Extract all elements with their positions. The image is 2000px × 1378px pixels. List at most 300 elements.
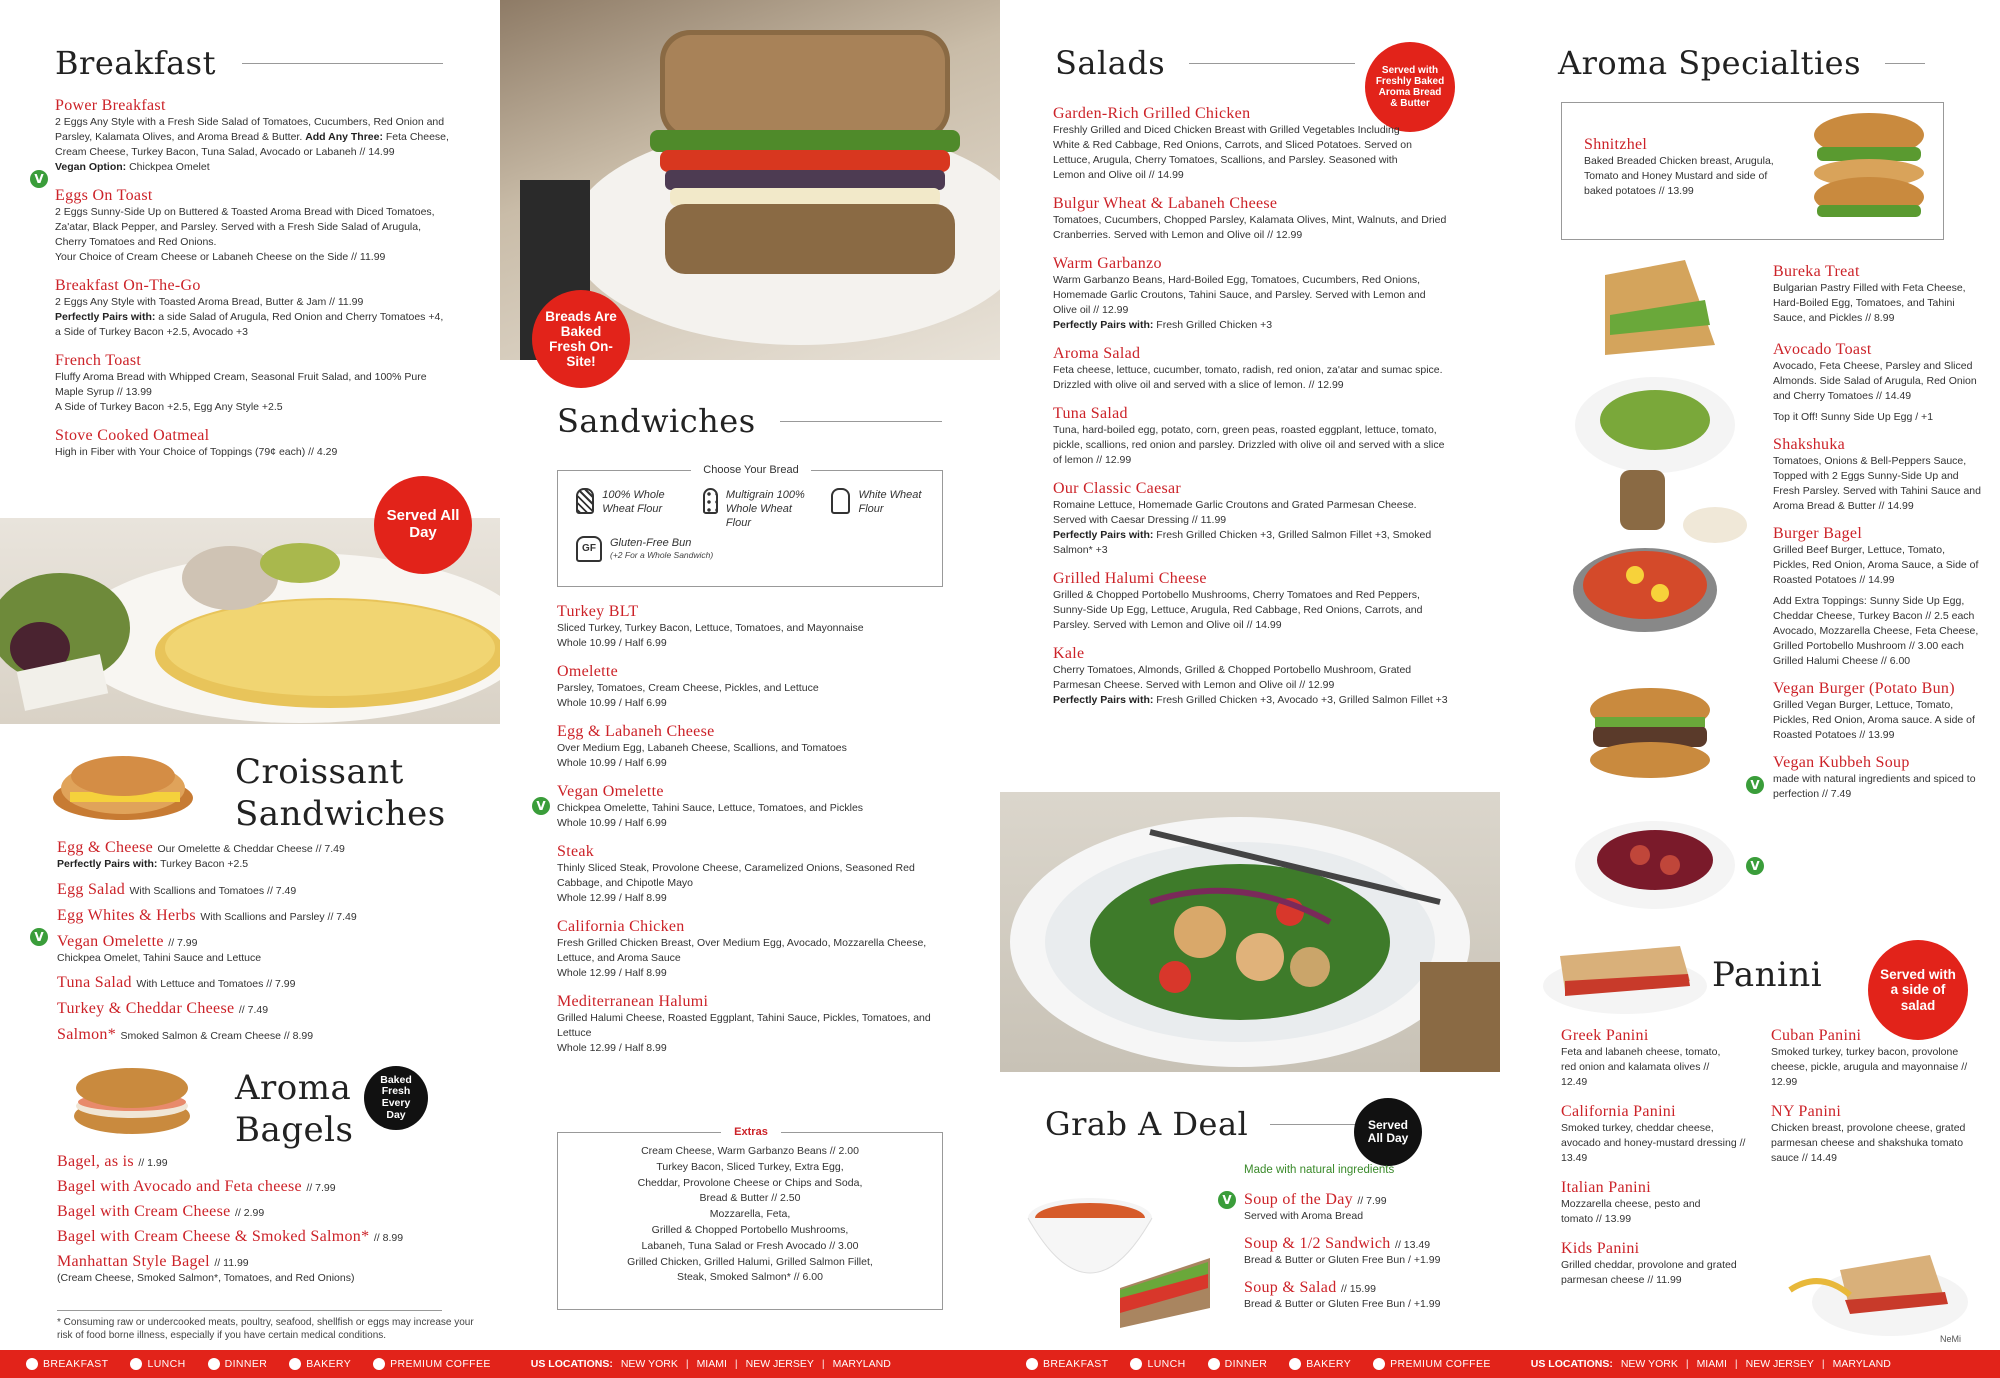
menu-item-burger-bagel [1773, 524, 1983, 669]
salads-title: Salads [1055, 44, 1166, 82]
item-desc: Feta and labaneh cheese, tomato, red onion and kalamata olives // 12.49 [1561, 1046, 1721, 1088]
extras-line: Grilled Chicken, Grilled Halumi, Grilled Salmon Fillet, [627, 1255, 873, 1268]
panini-plate-image [1780, 1240, 1970, 1340]
menu-item-salmon [57, 1025, 457, 1044]
footer-nav-label: PREMIUM COFFEE [1390, 1358, 1491, 1370]
footer-bar [0, 1350, 2000, 1378]
item-desc: Tomatoes, Onions & Bell-Peppers Sauce, Topped with 2 Eggs Sunny-Side Up and Fresh Parsley. Served with Tahini Sauce and Aroma Bread & Butter // 14.99 [1773, 455, 1981, 512]
breakfast-column [55, 0, 455, 471]
item-price: // 7.49 [238, 1004, 269, 1016]
bagel-photo [62, 1058, 202, 1138]
lunch-icon [1130, 1358, 1142, 1370]
item-price: Whole 10.99 / Half 6.99 [557, 697, 667, 709]
bagels-list [57, 1152, 477, 1297]
item-desc: With Lettuce and Tomatoes // 7.99 [136, 978, 296, 990]
item-desc: Tomatoes, Cucumbers, Chopped Parsley, Kalamata Olives, Mint, Walnuts, and Dried Cranberries. Served with Lemon and Olive oil // 12.99 [1053, 214, 1447, 241]
item-name: Bagel with Cream Cheese & Smoked Salmon* [57, 1228, 370, 1245]
item-desc: 2 Eggs Sunny-Side Up on Buttered & Toasted Aroma Bread with Diced Tomatoes, Za'atar, Black Pepper, and Parsley. Served with a Fresh Side Salad of Arugula, Cherry Tomatoes and Red Onions. [55, 206, 435, 248]
extras-line: Labaneh, Tuna Salad or Fresh Avocado // 3.00 [641, 1239, 859, 1252]
baked-fresh-badge: Baked Fresh Every Day [364, 1066, 428, 1130]
served-all-day-badge: Served All Day [374, 476, 472, 574]
menu-item-breakfast-on-the-go [55, 276, 455, 340]
menu-item-tuna-salad [57, 973, 457, 992]
pairs-label: Perfectly Pairs with: [1053, 694, 1154, 706]
bread-option-note: (+2 For a Whole Sandwich) [610, 550, 714, 560]
item-name: NY Panini [1771, 1103, 1842, 1120]
footer-nav-label: LUNCH [147, 1358, 186, 1370]
item-desc: Grilled cheddar, provolone and grated parmesan cheese // 11.99 [1561, 1259, 1737, 1286]
item-price: Whole 10.99 / Half 6.99 [557, 817, 667, 829]
menu-item-soup-of-day [1244, 1190, 1504, 1224]
item-name: Soup & 1/2 Sandwich [1244, 1235, 1391, 1252]
item-name: California Chicken [557, 918, 685, 935]
menu-item-soup-half-sandwich [1244, 1234, 1504, 1268]
item-desc: 2 Eggs Any Style with Toasted Aroma Bread, Butter & Jam // 11.99 [55, 296, 364, 308]
menu-item-avocado-toast [1773, 340, 1983, 425]
menu-item-classic-caesar [1053, 479, 1448, 558]
menu-item-bagel-as-is [57, 1152, 477, 1171]
item-name: Tuna Salad [57, 974, 132, 991]
panini-plate-photo [1780, 1240, 1970, 1340]
locations-label: US LOCATIONS: [530, 1358, 613, 1370]
item-name: Vegan Burger (Potato Bun) [1773, 680, 1955, 697]
item-extra: Feta Cheese, Cream Cheese, Turkey Bacon, Tuna Salad, Avocado or Labaneh // 14.99 [55, 131, 449, 158]
shnitzhel-image [1799, 105, 1939, 235]
item-name: French Toast [55, 352, 142, 369]
bread-option-label: Gluten-Free Bun [610, 537, 692, 549]
location-miami[interactable]: MIAMI [696, 1358, 727, 1370]
item-desc: Grilled Halumi Cheese, Roasted Eggplant, Tahini Sauce, Pickles, Tomatoes, and Lettuce [557, 1012, 931, 1039]
item-desc: With Scallions and Tomatoes // 7.49 [129, 885, 297, 897]
item-desc-2: Your Choice of Cream Cheese or Labaneh Cheese on the Side // 11.99 [55, 251, 386, 263]
footer-nav-label: BREAKFAST [1043, 1358, 1109, 1370]
item-name: Egg & Labaneh Cheese [557, 723, 715, 740]
whole-wheat-bread-icon [576, 488, 594, 514]
menu-item-power-breakfast [55, 96, 455, 175]
item-price: // 7.99 [306, 1182, 336, 1194]
item-name: Turkey BLT [557, 603, 639, 620]
location-new-york[interactable]: NEW YORK [1620, 1358, 1678, 1370]
item-name: Egg Whites & Herbs [57, 907, 196, 924]
vegan-option-text: Chickpea Omelet [129, 161, 210, 173]
footer-dinner[interactable] [1208, 1358, 1268, 1370]
location-miami[interactable]: MIAMI [1696, 1358, 1727, 1370]
item-name: Steak [557, 843, 595, 860]
location-new-york[interactable]: NEW YORK [620, 1358, 678, 1370]
bread-option-gluten-free[interactable] [558, 530, 942, 562]
extras-title: Extras [721, 1126, 781, 1138]
footer-lunch[interactable] [130, 1358, 185, 1370]
footer-nav-label: DINNER [1224, 1358, 1268, 1370]
vegan-option-label: Vegan Option: [55, 161, 127, 173]
served-with-salad-badge: Served with a side of salad [1868, 940, 1968, 1040]
panini-photo [1540, 936, 1710, 1018]
location-maryland[interactable]: MARYLAND [1832, 1358, 1891, 1370]
item-desc: Grilled Vegan Burger, Lettuce, Tomato, Pickles, Red Onion, Aroma sauce. A side of Roasted Potatoes // 13.99 [1773, 699, 1975, 741]
extras-line: Grilled & Chopped Portobello Mushrooms, [651, 1223, 849, 1236]
item-price: Whole 12.99 / Half 8.99 [557, 967, 667, 979]
item-desc: Feta cheese, lettuce, cucumber, tomato, radish, red onion, za'atar and sumac spice. Drizzled with olive oil and served with a slice of lemon. // 12.99 [1053, 364, 1443, 391]
pairs-label: Perfectly Pairs with: [55, 311, 156, 323]
salads-list [1053, 104, 1448, 719]
dinner-icon [208, 1358, 220, 1370]
bread-option-whole-wheat[interactable] [576, 488, 683, 530]
panini-list-right [1771, 1026, 1971, 1177]
item-desc: made with natural ingredients and spiced to perfection // 7.49 [1773, 773, 1976, 800]
footer-left: BREAKFAST LUNCH DINNER BAKERY PREMIUM COFFEE US LOCATIONS: NEW YORK | MIAMI | NEW JERSEY | MARYLAND [0, 1358, 1000, 1370]
menu-item-egg-salad [57, 880, 457, 899]
item-desc: Over Medium Egg, Labaneh Cheese, Scallions, and Tomatoes [557, 742, 847, 754]
specialties-title: Aroma Specialties [1558, 44, 1862, 82]
item-name: Bagel, as is [57, 1153, 134, 1170]
item-desc: Romaine Lettuce, Homemade Garlic Croutons and Grated Parmesan Cheese. Served with Caesar Dressing // 11.99 [1053, 499, 1417, 526]
extras-line: Bread & Butter // 2.50 [699, 1192, 801, 1205]
item-price: // 11.99 [214, 1257, 249, 1269]
footnote-divider [57, 1310, 442, 1311]
footer-nav-label: BAKERY [306, 1358, 352, 1370]
menu-item-omelette [557, 662, 957, 711]
menu-item-bulgur-wheat [1053, 194, 1448, 243]
footer-breakfast[interactable] [26, 1358, 108, 1370]
gluten-free-icon: GF [576, 536, 602, 562]
item-name: Shnitzhel [1584, 136, 1648, 153]
vegan-leaf-icon: V [1218, 1191, 1236, 1209]
extras-line: Mozzarella, Feta, [709, 1208, 791, 1221]
extras-list [558, 1144, 942, 1286]
soup-sandwich-photo [1020, 1178, 1220, 1340]
item-name: Egg & Cheese [57, 839, 154, 856]
breakfast-icon [26, 1358, 38, 1370]
locations-label: US LOCATIONS: [1530, 1358, 1613, 1370]
salad-image [1000, 792, 1500, 1072]
item-desc-2: Top it Off! Sunny Side Up Egg / +1 [1773, 411, 1934, 423]
item-name: Vegan Omelette [557, 783, 664, 800]
bread-option-white-wheat[interactable] [831, 488, 924, 530]
coffee-icon [373, 1358, 385, 1370]
item-name: Breakfast On-The-Go [55, 277, 201, 294]
pairs-label: Perfectly Pairs with: [1053, 529, 1154, 541]
menu-item-steak [557, 842, 957, 906]
item-name: Burger Bagel [1773, 525, 1863, 542]
item-desc: Grilled Beef Burger, Lettuce, Tomato, Pickles, Red Onion, Aroma Sauce, a Side of Roasted Potatoes // 14.99 [1773, 544, 1979, 586]
item-desc-2: Add Extra Toppings: Sunny Side Up Egg, Cheddar Cheese, Turkey Bacon // 2.5 each Avocado, Mozzarella Cheese, Feta Cheese, Grilled Portobello Mushroom // 3.00 each Grilled Halumi Cheese // 6.00 [1773, 595, 1979, 667]
item-desc: Smoked turkey, cheddar cheese, avocado and honey-mustard dressing // 13.49 [1561, 1122, 1746, 1164]
location-maryland[interactable]: MARYLAND [832, 1358, 891, 1370]
item-desc: Served with Aroma Bread [1244, 1210, 1364, 1222]
menu-item-french-toast [55, 351, 455, 415]
menu-item-california-panini [1561, 1102, 1751, 1166]
menu-item-turkey-blt [557, 602, 957, 651]
sandwiches-header [557, 402, 942, 440]
menu-item-ny-panini [1771, 1102, 1971, 1166]
croissant-photo [45, 740, 195, 830]
menu-item-bagel-cream-cheese [57, 1202, 477, 1221]
item-price: Whole 12.99 / Half 8.99 [557, 892, 667, 904]
menu-item-bagel-avocado [57, 1177, 477, 1196]
pairs-text: a side Salad of Arugula, Red Onion and Cherry Tomatoes +4, [158, 311, 444, 323]
coffee-icon [1373, 1358, 1385, 1370]
item-desc: Avocado, Feta Cheese, Parsley and Sliced Almonds. Side Salad of Arugula, Red Onion and Cherry Tomatoes // 14.49 [1773, 360, 1977, 402]
item-name: Shakshuka [1773, 436, 1846, 453]
item-name: Eggs On Toast [55, 187, 153, 204]
croissant-section [235, 752, 465, 834]
footer-nav-label: BAKERY [1306, 1358, 1352, 1370]
bread-choice-title: Choose Your Bread [691, 464, 811, 476]
item-name: Kale [1053, 645, 1085, 662]
sandwiches-list [557, 602, 957, 1067]
menu-item-california-chicken [557, 917, 957, 981]
dinner-icon [1208, 1358, 1220, 1370]
menu-item-oatmeal [55, 426, 455, 460]
item-desc: Smoked turkey, turkey bacon, provolone cheese, pickle, arugula and mayonnaise // 12.99 [1771, 1046, 1968, 1088]
item-desc: Mozzarella cheese, pesto and tomato // 13.99 [1561, 1198, 1701, 1225]
title-divider [1270, 1124, 1365, 1125]
pairs-text: Fresh Grilled Chicken +3 [1156, 319, 1273, 331]
item-price: Whole 12.99 / Half 8.99 [557, 1042, 667, 1054]
footer-breakfast[interactable] [1026, 1358, 1108, 1370]
item-desc: Chickpea Omelette, Tahini Sauce, Lettuce, Tomatoes, and Pickles [557, 802, 864, 814]
vegan-leaf-icon: V [1746, 857, 1764, 875]
menu-item-bureka-treat [1773, 262, 1983, 326]
bagels-title-line1: Aroma [235, 1068, 352, 1108]
item-name: Soup & Salad [1244, 1279, 1337, 1296]
item-name: Avocado Toast [1773, 341, 1872, 358]
menu-item-eggs-on-toast [55, 186, 455, 265]
menu-item-turkey-cheddar [57, 999, 457, 1018]
item-price: // 7.99 [168, 937, 198, 949]
item-name: Vegan Omelette [57, 933, 164, 950]
menu-item-bagel-salmon [57, 1227, 477, 1246]
menu-item-vegan-burger [1773, 679, 1983, 743]
item-name: Kids Panini [1561, 1240, 1640, 1257]
menu-item-warm-garbanzo [1053, 254, 1448, 333]
soup-sandwich-image [1020, 1178, 1220, 1340]
specialties-dishes-image [1565, 255, 1765, 955]
bread-option-label: 100% Whole Wheat Flour [602, 489, 665, 515]
bagels-title-line2: Bagels [235, 1110, 354, 1150]
item-desc: (Cream Cheese, Smoked Salmon*, Tomatoes, and Red Onions) [57, 1272, 355, 1284]
item-desc: Sliced Turkey, Turkey Bacon, Lettuce, Tomatoes, and Mayonnaise [557, 622, 864, 634]
bread-choice-box [557, 464, 943, 587]
deal-subtitle: Made with natural ingredients [1244, 1164, 1395, 1176]
item-name: Manhattan Style Bagel [57, 1253, 210, 1270]
croissant-list [57, 838, 457, 1051]
specialties-header [1558, 44, 1958, 82]
title-divider [780, 421, 942, 422]
served-with-bread-badge: Served with Freshly Baked Aroma Bread & Butter [1365, 42, 1455, 132]
menu-item-shakshuka [1773, 435, 1983, 514]
item-desc-2: a Side of Turkey Bacon +2.5, Avocado +3 [55, 326, 249, 338]
footer-premium-coffee[interactable] [1373, 1358, 1491, 1370]
breakfast-icon [1026, 1358, 1038, 1370]
breakfast-title: Breakfast [55, 44, 216, 82]
title-divider [242, 63, 443, 64]
lunch-icon [130, 1358, 142, 1370]
menu-item-egg-cheese [57, 838, 457, 872]
footer-nav-label: PREMIUM COFFEE [390, 1358, 491, 1370]
item-desc: Freshly Grilled and Diced Chicken Breast with Grilled Vegetables Including White & Red Cabbage, Red Onions, Carrots, and Sliced Potatoes. Served on Lettuce, Arugula, Cherry Tomatoes, Scallions, and Parsley. Seasoned with Lemon and Olive oil // 14.99 [1053, 124, 1412, 181]
item-desc: Bread & Butter or Gluten Free Bun / +1.99 [1244, 1254, 1441, 1266]
footer-bakery[interactable] [289, 1358, 351, 1370]
item-name: Warm Garbanzo [1053, 255, 1162, 272]
sandwiches-column [557, 0, 942, 440]
croissant-image [45, 740, 195, 830]
footer-premium-coffee[interactable] [373, 1358, 491, 1370]
item-desc: Warm Garbanzo Beans, Hard-Boiled Egg, Tomatoes, Cucumbers, Red Onions, Homemade Garlic Croutons, Tahini Sauce, and Parsley. Served with Lemon and Olive oil // 12.99 [1053, 274, 1426, 316]
pairs-text: Fresh Grilled Chicken +3, Avocado +3, Grilled Salmon Fillet +3 [1156, 694, 1448, 706]
item-price: // 15.99 [1340, 1283, 1376, 1295]
menu-item-egg-whites [57, 906, 457, 925]
specialties-list [1773, 262, 1983, 813]
bagel-image [62, 1058, 202, 1138]
footer-lunch[interactable] [1130, 1358, 1185, 1370]
panini-title: Panini [1712, 955, 1823, 995]
item-name: Bulgur Wheat & Labaneh Cheese [1053, 195, 1278, 212]
footer-bakery[interactable] [1289, 1358, 1351, 1370]
extras-line: Cheddar, Provolone Cheese or Chips and Soda, [637, 1176, 863, 1189]
item-desc: Cherry Tomatoes, Almonds, Grilled & Chopped Portobello Mushroom, Grated Parmesan Cheese. Served with Lemon and Olive oil // 12.99 [1053, 664, 1412, 691]
menu-item-grilled-halumi [1053, 569, 1448, 633]
croissant-title-line1: Croissant [235, 752, 404, 792]
vegan-leaf-icon: V [30, 928, 48, 946]
item-desc: Fresh Grilled Chicken Breast, Over Medium Egg, Avocado, Mozzarella Cheese, Lettuce, and Aroma Sauce [557, 937, 927, 964]
item-desc: Smoked Salmon & Cream Cheese // 8.99 [120, 1030, 314, 1042]
extras-line: Steak, Smoked Salmon* // 6.00 [677, 1271, 823, 1284]
menu-item-aroma-salad [1053, 344, 1448, 393]
item-desc: Parsley, Tomatoes, Cream Cheese, Pickles, and Lettuce [557, 682, 819, 694]
deal-served-all-day-badge: Served All Day [1354, 1098, 1422, 1166]
item-name: Bureka Treat [1773, 263, 1860, 280]
item-name: Italian Panini [1561, 1179, 1651, 1196]
item-name: Greek Panini [1561, 1027, 1649, 1044]
bread-option-multigrain[interactable] [703, 488, 810, 530]
pairs-label: Perfectly Pairs with: [57, 858, 158, 870]
location-new-jersey[interactable]: NEW JERSEY [1745, 1358, 1814, 1370]
location-new-jersey[interactable]: NEW JERSEY [745, 1358, 814, 1370]
item-name: Soup of the Day [1244, 1191, 1353, 1208]
item-name: Egg Salad [57, 881, 126, 898]
item-desc: 2 Eggs Any Style with a Fresh Side Salad of Tomatoes, Cucumbers, Red Onion and Parsley, Kalamata Olives, and Aroma Bread & Butter. [55, 116, 445, 143]
menu-item-vegan-kubbeh-soup [1773, 753, 1983, 802]
multigrain-bread-icon [703, 488, 718, 514]
item-desc: Bulgarian Pastry Filled with Feta Cheese, Hard-Boiled Egg, Tomatoes, and Tahini Sauce, and Pickles // 8.99 [1773, 282, 1966, 324]
vegan-leaf-icon: V [532, 797, 550, 815]
item-price: // 7.99 [1357, 1195, 1387, 1207]
deal-title: Grab A Deal [1045, 1105, 1249, 1143]
item-desc: Our Omelette & Cheddar Cheese // 7.49 [157, 843, 345, 855]
footer-right: BREAKFAST LUNCH DINNER BAKERY PREMIUM COFFEE US LOCATIONS: NEW YORK | MIAMI | NEW JERSEY | MARYLAND [1000, 1358, 2000, 1370]
bagels-section [235, 1068, 365, 1150]
extras-box [557, 1126, 943, 1310]
title-divider [1189, 63, 1355, 64]
item-desc-2: A Side of Turkey Bacon +2.5, Egg Any Style +2.5 [55, 401, 283, 413]
item-name: Turkey & Cheddar Cheese [57, 1000, 235, 1017]
item-name: Garden-Rich Grilled Chicken [1053, 105, 1251, 122]
item-name: Grilled Halumi Cheese [1053, 570, 1207, 587]
pairs-text: Turkey Bacon +2.5 [160, 858, 249, 870]
menu-item-garden-rich-chicken [1053, 104, 1448, 183]
vegan-leaf-icon: V [30, 170, 48, 188]
menu-item-mediterranean-halumi [557, 992, 957, 1056]
panini-list-left [1561, 1026, 1751, 1299]
bread-option-label: White Wheat Flour [858, 489, 922, 515]
menu-item-kale [1053, 644, 1448, 708]
item-name: Bagel with Cream Cheese [57, 1203, 231, 1220]
item-name: Power Breakfast [55, 97, 166, 114]
item-desc: Chicken breast, provolone cheese, grated parmesan cheese and shakshuka tomato sauce // 14.49 [1771, 1122, 1966, 1164]
item-price: // 8.99 [373, 1232, 404, 1244]
featured-shnitzhel-box [1561, 102, 1944, 240]
item-name: California Panini [1561, 1103, 1676, 1120]
pairs-text: Fresh Grilled Chicken +3, Grilled Salmon Fillet +3, Smoked Salmon* +3 [1053, 529, 1432, 556]
menu-item-vegan-omelette-sandwich [557, 782, 957, 831]
item-desc: High in Fiber with Your Choice of Toppings (79¢ each) // 4.29 [55, 446, 338, 458]
item-name: Our Classic Caesar [1053, 480, 1182, 497]
bakery-icon [289, 1358, 301, 1370]
item-name: Bagel with Avocado and Feta cheese [57, 1178, 302, 1195]
breakfast-header [55, 44, 443, 82]
item-desc: Fluffy Aroma Bread with Whipped Cream, Seasonal Fruit Salad, and 100% Pure Maple Syrup // 13.99 [55, 371, 427, 398]
breakfast-list [55, 96, 455, 460]
item-name: Tuna Salad [1053, 405, 1128, 422]
item-name: Mediterranean Halumi [557, 993, 709, 1010]
item-price: Whole 10.99 / Half 6.99 [557, 637, 667, 649]
item-price: Whole 10.99 / Half 6.99 [557, 757, 667, 769]
croissant-title-line2: Sandwiches [235, 794, 446, 834]
item-name: Aroma Salad [1053, 345, 1141, 362]
item-price: // 2.99 [234, 1207, 265, 1219]
menu-item-cuban-panini [1771, 1026, 1971, 1090]
item-name: Salmon* [57, 1026, 116, 1043]
item-price: // 13.49 [1395, 1239, 1431, 1251]
menu-item-greek-panini [1561, 1026, 1751, 1090]
item-name: Stove Cooked Oatmeal [55, 427, 210, 444]
item-desc: With Scallions and Parsley // 7.49 [200, 911, 357, 923]
salad-photo [1000, 792, 1500, 1072]
item-name: Vegan Kubbeh Soup [1773, 754, 1910, 771]
menu-item-tuna-salad-plate [1053, 404, 1448, 468]
deal-list [1244, 1190, 1504, 1323]
item-desc: Tuna, hard-boiled egg, potato, corn, green peas, roasted eggplant, lettuce, tomato, pickle, scallions, red onion and parsley. Drizzled with olive oil and served with a slice of lemon // 12.99 [1053, 424, 1445, 466]
bread-option-label: Multigrain 100% Whole Wheat Flour [725, 489, 805, 529]
item-desc: Baked Breaded Chicken breast, Arugula, Tomato and Honey Mustard and side of baked potatoes // 13.99 [1584, 155, 1774, 197]
footer-nav-label: LUNCH [1147, 1358, 1186, 1370]
item-desc: Chickpea Omelet, Tahini Sauce and Lettuce [57, 952, 262, 964]
deal-column [1045, 1105, 1365, 1143]
specialties-column [1558, 0, 1958, 82]
menu-item-vegan-omelette [57, 932, 457, 966]
add-any-label: Add Any Three: [305, 131, 383, 143]
raw-food-footnote: * Consuming raw or undercooked meats, poultry, seafood, shellfish or eggs may increase your risk of food borne illness, especially if you have certain medical conditions. [57, 1317, 474, 1341]
panini-image [1540, 936, 1710, 1018]
item-name: Omelette [557, 663, 619, 680]
item-price: // 1.99 [138, 1157, 168, 1169]
footer-nav-label: DINNER [224, 1358, 268, 1370]
extras-line: Cream Cheese, Warm Garbanzo Beans // 2.00 [641, 1145, 859, 1157]
footer-dinner[interactable] [208, 1358, 268, 1370]
item-desc: Thinly Sliced Steak, Provolone Cheese, Caramelized Onions, Seasoned Red Cabbage, and Chipotle Mayo [557, 862, 915, 889]
item-name: Cuban Panini [1771, 1027, 1862, 1044]
bakery-icon [1289, 1358, 1301, 1370]
menu-item-egg-labaneh [557, 722, 957, 771]
footer-nav-label: BREAKFAST [43, 1358, 109, 1370]
salads-header [1055, 44, 1355, 82]
extras-line: Turkey Bacon, Sliced Turkey, Extra Egg, [656, 1160, 844, 1173]
vegan-leaf-icon: V [1746, 776, 1764, 794]
menu-item-kids-panini [1561, 1239, 1751, 1288]
breads-baked-badge: Breads Are Baked Fresh On-Site! [532, 290, 630, 388]
deal-header [1045, 1105, 1365, 1143]
